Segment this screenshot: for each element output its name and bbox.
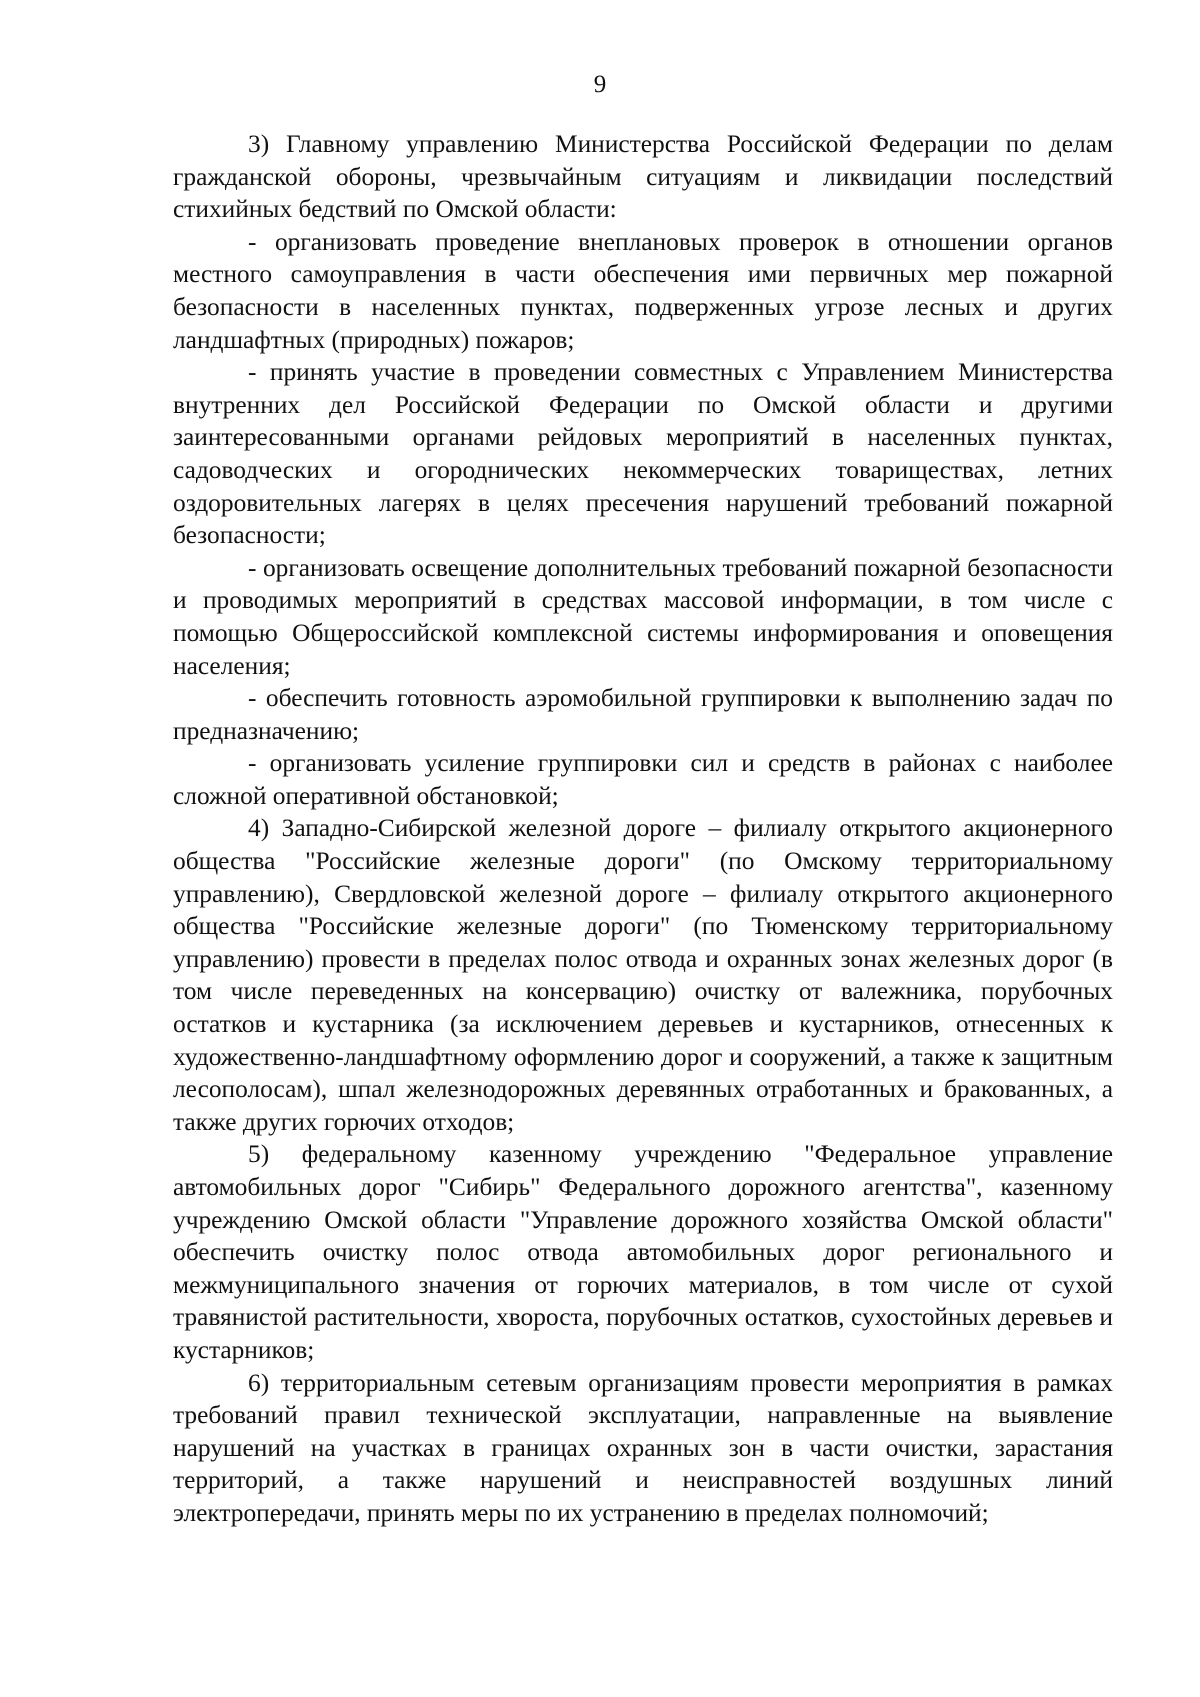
page-number: 9 (593, 71, 607, 98)
paragraph-item-3: 3) Главному управлению Министерства Российской Федерации по делам гражданской обороны, чрезвычайным ситуациям и ликвидации последствий стихийных бедствий по Омской области: (173, 130, 1113, 224)
paragraph-subitem: - организовать проведение внеплановых проверок в отношении органов местного самоуправления в части обеспечения ими первичных мер пожарной безопасности в населенных пунктах, подверженных угрозе лесных и других ландшафтных (природных) пожаров; (173, 227, 1113, 354)
paragraph-item-6: 6) территориальным сетевым организациям провести мероприятия в рамках требований правил технической эксплуатации, направленные на выявление нарушений на участках в границах охранных зон в части очистки, зарастания территорий, а также нарушений и неисправностей воздушных линий электропередачи, принять меры по их устранению в пределах полномочий; (173, 1368, 1113, 1527)
document-body (173, 128, 1113, 1530)
paragraph-item-5: 5) федеральному казенному учреждению "Федеральное управление автомобильных дорог "Сибирь" Федерального дорожного агентства", казенному учреждению Омской области "Управление дорожного хозяйства Омской области" обеспечить очистку полос отвода автомобильных дорог регионального и межмуниципального значения от горючих материалов, в том числе от сухой травянистой растительности, хвороста, порубочных остатков, сухостойных деревьев и кустарников; (173, 1140, 1113, 1364)
paragraph-subitem: - обеспечить готовность аэромобильной группировки к выполнению задач по предназначению; (173, 684, 1113, 745)
paragraph-item-4: 4) Западно-Сибирской железной дороге – филиалу открытого акционерного общества "Российские железные дороги" (по Омскому территориальному управлению), Свердловской железной дороге – филиалу открытого акционерного общества "Российские железные дороги" (по Тюменскому территориальному управлению) провести в пределах полос отвода и охранных зонах железных дорог (в том числе переведенных на консервацию) очистку от валежника, порубочных остатков и кустарника (за исключением деревьев и кустарников, отнесенных к художественно-ландшафтному оформлению дорог и сооружений, а также к защитным лесополосам), шпал железнодорожных деревянных отработанных и бракованных, а также других горючих отходов; (173, 814, 1113, 1136)
paragraph-subitem: - организовать усиление группировки сил и средств в районах с наиболее сложной оперативной обстановкой; (173, 749, 1113, 810)
paragraph-subitem: - организовать освещение дополнительных требований пожарной безопасности и проводимых мероприятий в средствах массовой информации, в том числе с помощью Общероссийской комплексной системы информирования и оповещения населения; (173, 553, 1113, 680)
paragraph-subitem: - принять участие в проведении совместных с Управлением Министерства внутренних дел Российской Федерации по Омской области и другими заинтересованными органами рейдовых мероприятий в населенных пунктах, садоводческих и огороднических некоммерческих товариществах, летних оздоровительных лагерях в целях пресечения нарушений требований пожарной безопасности; (173, 358, 1113, 550)
